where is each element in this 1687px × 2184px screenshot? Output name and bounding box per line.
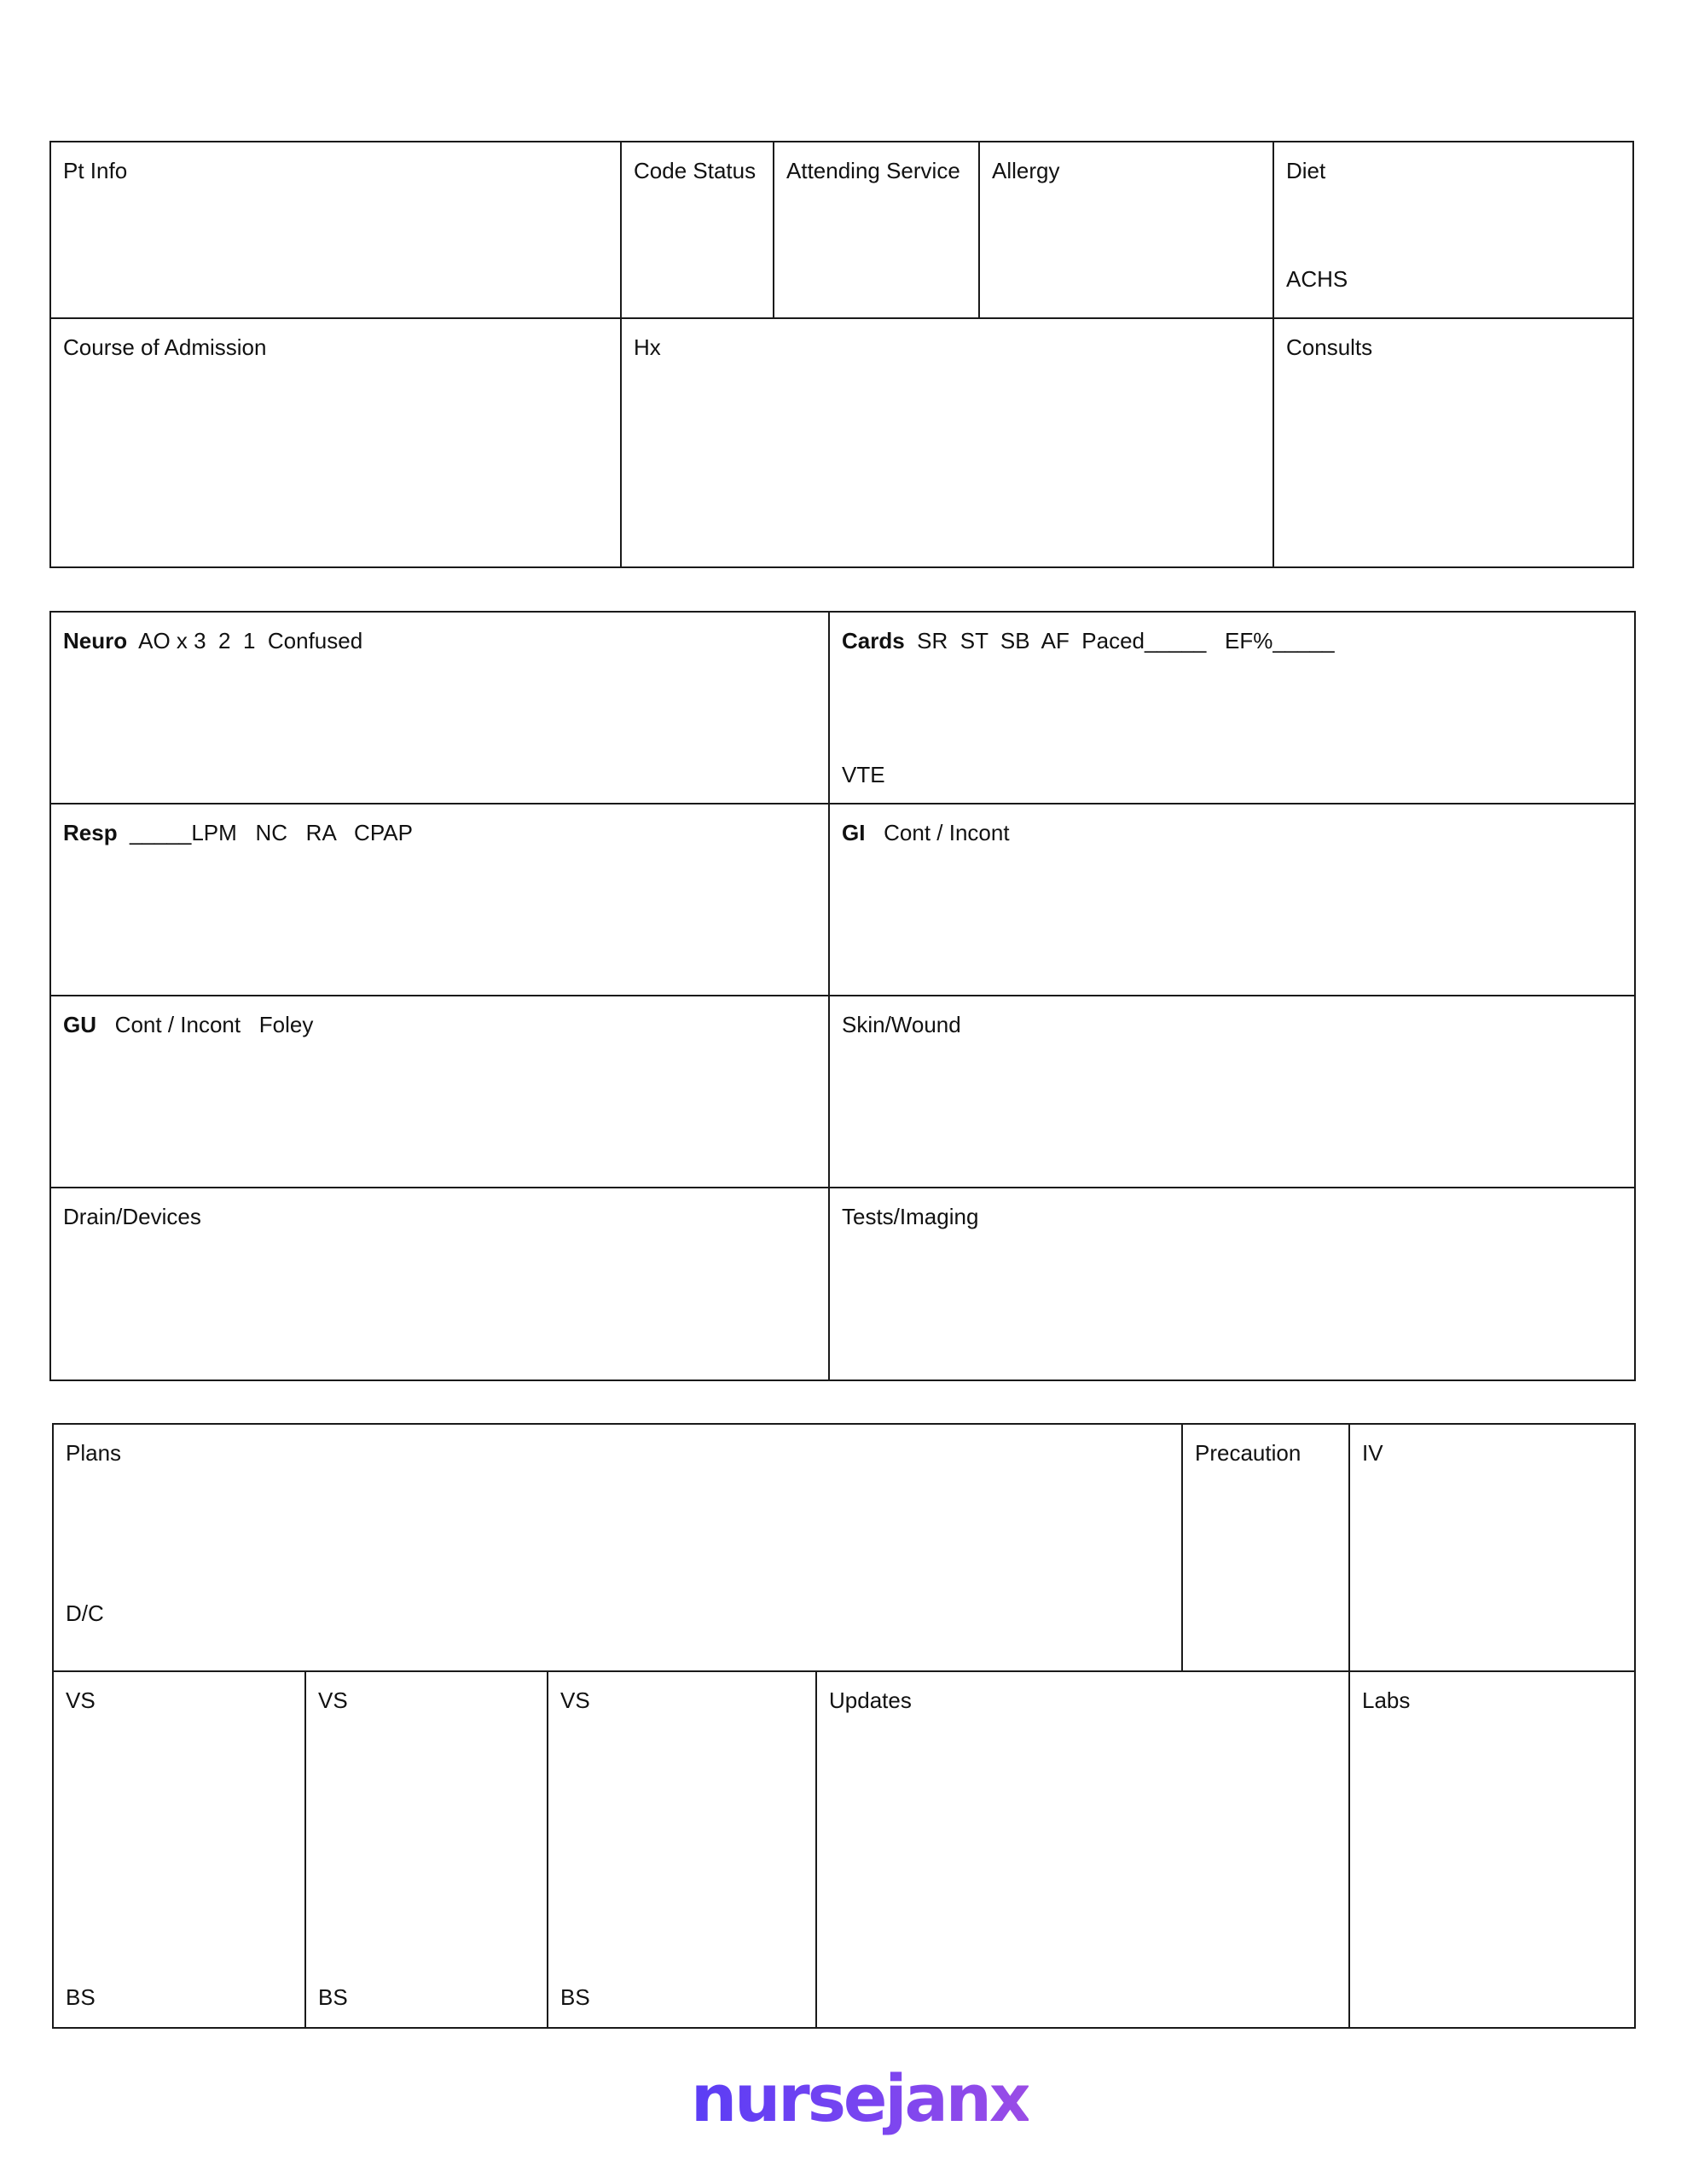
allergy-label: Allergy <box>992 158 1060 183</box>
vte-label: VTE <box>842 762 885 787</box>
code-status-label: Code Status <box>634 158 757 183</box>
iv-label: IV <box>1362 1440 1383 1466</box>
bs-label-2: BS <box>318 1984 348 2010</box>
diet-label: Diet <box>1286 158 1326 183</box>
labs-cell[interactable] <box>1348 1670 1636 2029</box>
gu-cell[interactable] <box>49 995 830 1188</box>
diet-cell[interactable] <box>1272 141 1634 319</box>
consults-label: Consults <box>1286 334 1373 360</box>
diet-achs-label: ACHS <box>1286 266 1348 292</box>
attending-service-cell[interactable] <box>773 141 980 319</box>
allergy-cell[interactable] <box>978 141 1274 319</box>
bs-label-3: BS <box>560 1984 590 2010</box>
code-status-cell[interactable] <box>620 141 774 319</box>
hx-label: Hx <box>634 334 661 360</box>
hx-cell[interactable] <box>620 317 1274 568</box>
gu-label <box>63 1012 313 1037</box>
skin-wound-cell[interactable] <box>828 995 1636 1188</box>
gi-options: Cont / Incont <box>884 820 1010 845</box>
course-of-admission-cell[interactable] <box>49 317 622 568</box>
updates-label: Updates <box>829 1687 912 1713</box>
course-of-admission-label: Course of Admission <box>63 334 267 360</box>
plans-cell[interactable] <box>52 1423 1183 1672</box>
drain-devices-cell[interactable] <box>49 1187 830 1381</box>
neuro-cell[interactable] <box>49 611 830 804</box>
attending-service-label: Attending Service <box>786 158 960 183</box>
cards-label <box>842 628 1335 653</box>
resp-options: _____LPM NC RA CPAP <box>130 820 413 845</box>
tests-imaging-cell[interactable] <box>828 1187 1636 1381</box>
gi-title: GI <box>842 820 866 845</box>
updates-cell[interactable] <box>815 1670 1350 2029</box>
neuro-options: AO x 3 2 1 Confused <box>138 628 363 653</box>
vs-label-3: VS <box>560 1687 590 1713</box>
dc-label: D/C <box>66 1600 104 1626</box>
gi-cell[interactable] <box>828 803 1636 996</box>
pt-info-label: Pt Info <box>63 158 128 183</box>
gu-title: GU <box>63 1012 96 1037</box>
consults-cell[interactable] <box>1272 317 1634 568</box>
cards-title: Cards <box>842 628 905 653</box>
resp-title: Resp <box>63 820 118 845</box>
nursejanx-logo: nursejanx <box>691 2060 1029 2136</box>
plans-label: Plans <box>66 1440 122 1466</box>
resp-label <box>63 820 413 845</box>
skin-wound-label: Skin/Wound <box>842 1012 961 1037</box>
gi-label <box>842 820 1010 845</box>
gu-options: Cont / Incont Foley <box>114 1012 314 1037</box>
resp-cell[interactable] <box>49 803 830 996</box>
iv-cell[interactable] <box>1348 1423 1636 1672</box>
bs-label-1: BS <box>66 1984 96 2010</box>
pt-info-cell[interactable] <box>49 141 622 319</box>
vs-cell-3[interactable] <box>547 1670 817 2029</box>
cards-cell[interactable] <box>828 611 1636 804</box>
cards-options: SR ST SB AF Paced_____ EF%_____ <box>917 628 1335 653</box>
vs-label-1: VS <box>66 1687 96 1713</box>
neuro-title: Neuro <box>63 628 128 653</box>
tests-imaging-label: Tests/Imaging <box>842 1204 979 1229</box>
precaution-label: Precaution <box>1195 1440 1301 1466</box>
precaution-cell[interactable] <box>1181 1423 1350 1672</box>
labs-label: Labs <box>1362 1687 1411 1713</box>
vs-label-2: VS <box>318 1687 348 1713</box>
vs-cell-2[interactable] <box>304 1670 548 2029</box>
neuro-label <box>63 628 362 653</box>
vs-cell-1[interactable] <box>52 1670 306 2029</box>
drain-devices-label: Drain/Devices <box>63 1204 201 1229</box>
